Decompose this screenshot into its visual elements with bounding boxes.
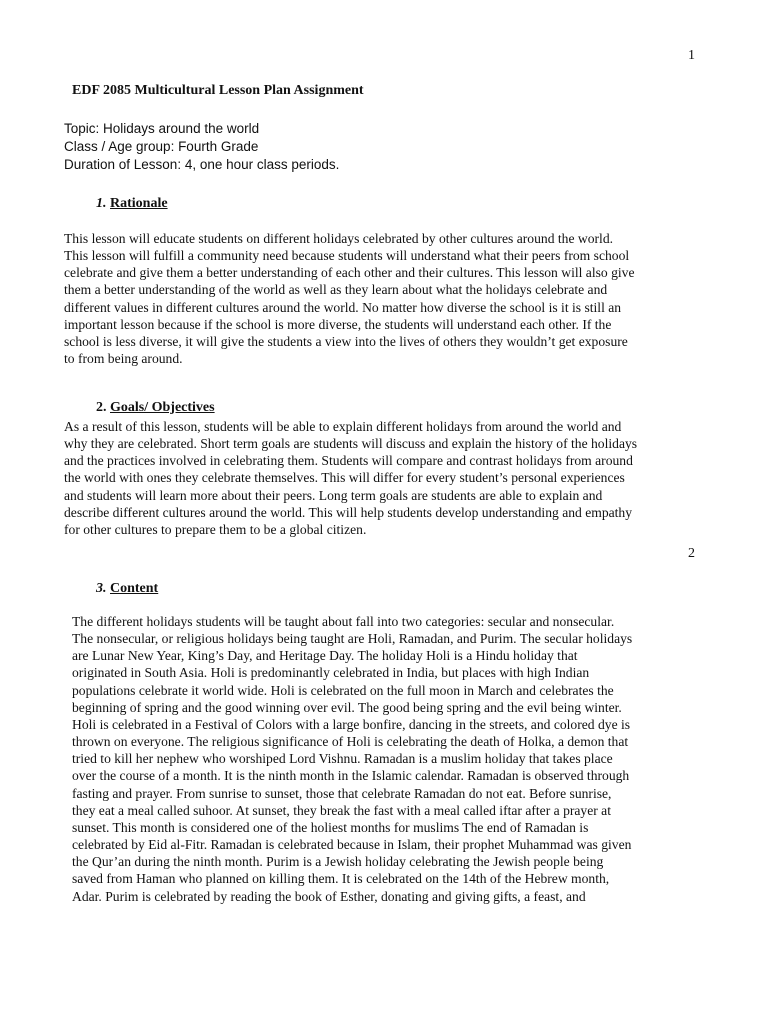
topic-line: Topic: Holidays around the world [64, 121, 260, 136]
page-number: 1 [688, 48, 695, 63]
paragraph-line: to from being around. [64, 351, 183, 367]
section-heading-content [96, 580, 158, 598]
paragraph-line: The different holidays students will be taught about fall into two categories: secular and nonsecular. [72, 614, 615, 629]
paragraph-line: the Qur’an during the ninth month. Purim is a Jewish holiday celebrating the Jewish people being [72, 854, 604, 870]
goals-paragraph [64, 418, 637, 538]
paragraph-line: sunset. This month is considered one of the holiest months for muslims The end of Ramadan is [72, 819, 589, 835]
section-number: 1. [96, 196, 107, 211]
paragraph-line: As a result of this lesson, students will be able to explain different holidays from around the world and [64, 419, 622, 434]
page-number: 2 [688, 546, 695, 561]
paragraph-line: populations celebrate it world wide. Holi is celebrated on the full moon in March and celebrates the [72, 682, 614, 698]
paragraph-line: celebrate and give them a better understanding of each other and their cultures. This lesson will also give [64, 265, 635, 281]
section-title: Rationale [110, 196, 168, 211]
paragraph-line: Holi is celebrated in a Festival of Colors with a large bonfire, dancing in the streets, and colored dye is [72, 716, 631, 732]
paragraph-line: school is less diverse, it will give the students a view into the lives of others they wouldn’t get exposure [64, 333, 628, 349]
paragraph-line: are Lunar New Year, King’s Day, and Heritage Day. The holiday Holi is a Hindu holiday that [72, 648, 578, 664]
paragraph-line: for other cultures to prepare them to be a global citizen. [64, 521, 367, 537]
paragraph-line: why they are celebrated. Short term goals are students will discuss and explain the history of the holidays [64, 436, 638, 452]
paragraph-line: different values in different cultures around the world. No matter how diverse the school is it is still an [64, 299, 622, 315]
rationale-paragraph [64, 230, 635, 367]
paragraph-line: thrown on everyone. The religious significance of Holi is celebrating the death of Holka, a demon that [72, 734, 629, 750]
section-title: Goals/ Objectives [110, 400, 215, 415]
paragraph-line: beginning of spring and the good winning over evil. The good being spring and the evil being winter. [72, 699, 622, 715]
paragraph-line: important lesson because if the school is more diverse, the students will understand each other. If the [64, 316, 612, 332]
paragraph-line: tried to kill her nephew who worshiped Lord Vishnu. Ramadan is a muslim holiday that takes place [72, 751, 613, 767]
duration-line: Duration of Lesson: 4, one hour class periods. [64, 157, 340, 172]
content-paragraph [72, 613, 632, 905]
paragraph-line: them a better understanding of the world as well as they learn about what the holidays celebrate and [64, 282, 608, 298]
section-heading-goals [96, 399, 215, 417]
paragraph-line: describe different cultures around the world. This will help students develop understanding and empathy [64, 504, 633, 520]
paragraph-line: This lesson will fulfill a community need because students will understand what their peers from school [64, 248, 630, 264]
paragraph-line: This lesson will educate students on different holidays celebrated by other cultures around the world. [64, 231, 614, 246]
section-number: 3. [96, 581, 107, 596]
paragraph-line: fasting and prayer. From sunrise to sunset, those that celebrate Ramadan do not eat. Before sunrise, [72, 785, 612, 801]
section-heading-rationale [96, 195, 168, 213]
section-title: Content [110, 581, 159, 596]
class-age-line: Class / Age group: Fourth Grade [64, 139, 259, 154]
document-title: EDF 2085 Multicultural Lesson Plan Assignment [72, 83, 364, 98]
paragraph-line: Adar. Purim is celebrated by reading the book of Esther, donating and giving gifts, a feast, and [72, 888, 586, 904]
paragraph-line: over the course of a month. It is the ninth month in the Islamic calendar. Ramadan is observed through [72, 768, 630, 784]
paragraph-line: they eat a meal called suhoor. At sunset, they break the fast with a meal called iftar after a prayer at [72, 802, 611, 818]
lesson-meta [64, 120, 339, 174]
paragraph-line: the world with ones they celebrate themselves. This will differ for every student’s personal experiences [64, 470, 625, 486]
paragraph-line: and the practices involved in celebrating them. Students will compare and contrast holidays from around [64, 453, 633, 469]
paragraph-line: The nonsecular, or religious holidays being taught are Holi, Ramadan, and Purim. The secular holidays [72, 631, 633, 647]
paragraph-line: celebrated by Eid al-Fitr. Ramadan is celebrated because in Islam, their prophet Muhammad was given [72, 837, 632, 853]
paragraph-line: and students will learn more about their peers. Long term goals are students are able to explain and [64, 487, 603, 503]
section-number: 2. [96, 400, 107, 415]
paragraph-line: saved from Haman who planned on killing them. It is celebrated on the 14th of the Hebrew month, [72, 871, 610, 887]
paragraph-line: originated in South Asia. Holi is predominantly celebrated in India, but places with high Indian [72, 665, 590, 681]
